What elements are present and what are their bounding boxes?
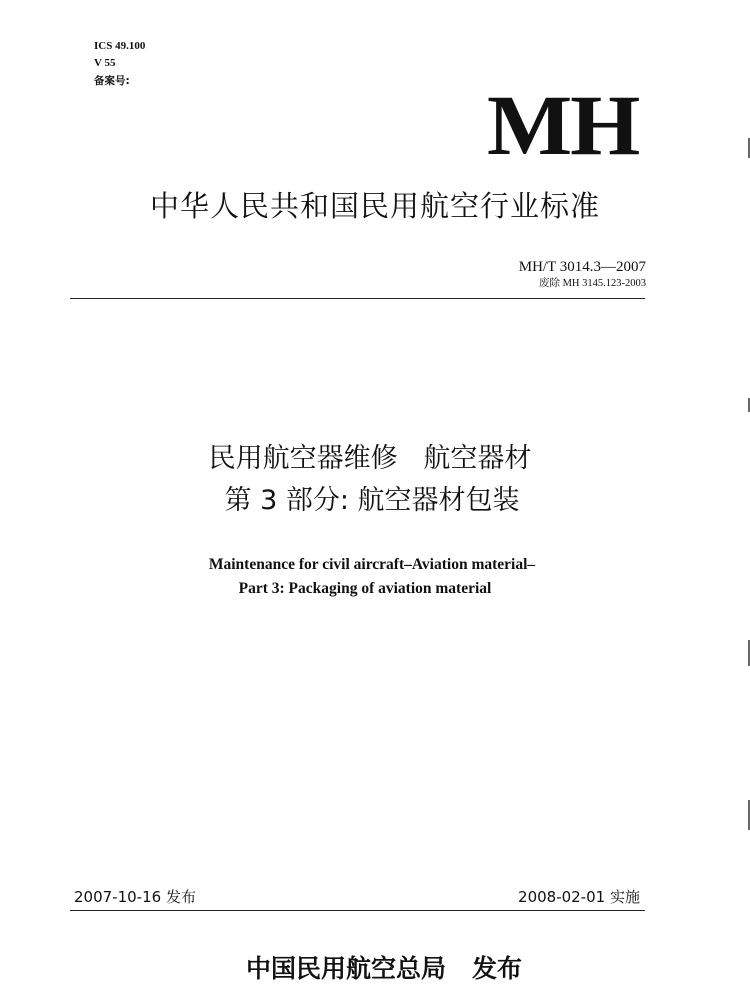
document-title-cn-line2: 第 3 部分: 航空器材包装 [224,485,520,516]
record-number-label: 备案号: [94,75,130,87]
document-title-cn-line1: 民用航空器维修 航空器材 [208,443,532,474]
mh-logo [487,77,639,173]
document-title-en-line1: Maintenance for civil aircraft–Aviation material– [208,556,536,573]
mh-logo-text: MH [487,77,639,173]
standard-number: MH/T 3014.3—2007 [518,259,646,275]
bottom-divider [70,910,645,911]
document-title-en-line2: Part 3: Packaging of aviation material [238,580,492,597]
top-divider [70,298,645,299]
replaces-standard: 废除 MH 3145.123-2003 [538,278,646,289]
implementation-date: 2008-02-01 实施 [518,888,640,906]
standard-category-title: 中华人民共和国民用航空行业标准 [149,189,600,223]
classification-code: V 55 [94,57,116,69]
ics-code: ICS 49.100 [94,40,146,52]
issue-date: 2007-10-16 发布 [74,888,196,906]
issuing-authority: 中国民用航空总局 发布 [245,954,523,983]
